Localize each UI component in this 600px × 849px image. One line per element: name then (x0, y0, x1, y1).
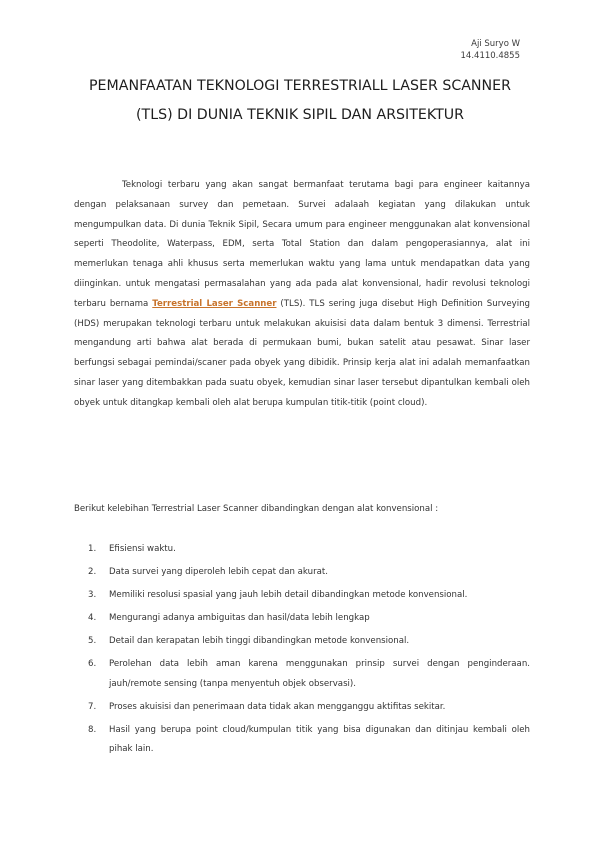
list-text: Perolehan data lebih aman karena menggunakan prinsip survei dengan penginderaan. jauh/remote sensing (tanpa menyentuh objek observasi). (109, 658, 530, 689)
list-item (88, 698, 530, 718)
list-item (88, 540, 530, 560)
list-text: Detail dan kerapatan lebih tinggi dibandingkan metode konvensional. (109, 635, 410, 646)
list-item (88, 586, 530, 606)
list-text: Efisiensi waktu. (109, 544, 176, 554)
list-number: 3. (88, 589, 97, 600)
author-name: Aji Suryo W (471, 39, 520, 49)
list-number: 5. (88, 635, 97, 646)
list-text: Memiliki resolusi spasial yang jauh lebih detail dibandingkan metode konvensional. (109, 589, 468, 600)
list-text: Mengurangi adanya ambiguitas dan hasil/data lebih lengkap (109, 612, 370, 623)
body-paragraph (74, 176, 530, 414)
list-item (88, 563, 530, 583)
list-intro: Berikut kelebihan Terrestrial Laser Scanner dibandingkan dengan alat konvensional : (74, 504, 439, 514)
paragraph-text-end: (TLS). TLS sering juga disebut High Definition Surveying (HDS) merupakan teknologi terbaru untuk melakukan akuisisi data dalam bentuk 3 dimensi. Terrestrial mengandung arti bahwa alat berada di permukaan bumi, bukan satelit atau pesawat. Sinar laser berfungsi sebagai pemindai/scaner pada obyek yang dibidik. Prinsip kerja alat ini adalah memanfaatkan sinar laser yang ditembakkan pada suatu obyek, kemudian sinar laser tersebut dipantulkan kembali oleh obyek untuk ditangkap kembali oleh alat berupa kumpulan titik-titik (point cloud). (74, 298, 530, 408)
list-number: 8. (88, 724, 97, 735)
list-number: 1. (88, 544, 97, 554)
list-number: 6. (88, 658, 97, 669)
title-line-2: (TLS) DI DUNIA TEKNIK SIPIL DAN ARSITEKTUR (136, 107, 464, 123)
list-text: Data survei yang diperoleh lebih cepat dan akurat. (109, 566, 328, 577)
list-number: 2. (88, 566, 97, 577)
list-item (88, 609, 530, 629)
list-item (88, 721, 530, 761)
title-line-1: PEMANFAATAN TEKNOLOGI TERRESTRIALL LASER SCANNER (89, 78, 511, 94)
list-text: Proses akuisisi dan penerimaan data tidak akan mengganggu aktifitas sekitar. (109, 701, 446, 712)
author-block (461, 38, 520, 62)
list-text: Hasil yang berupa point cloud/kumpulan titik yang bisa digunakan dan ditinjau kembali oleh pihak lain. (109, 724, 530, 755)
student-id: 14.4110.4855 (460, 51, 520, 61)
list-item (88, 655, 530, 695)
document-title (40, 72, 560, 130)
list-number: 4. (88, 612, 97, 623)
tls-link[interactable]: Terrestrial Laser Scanner (152, 298, 277, 309)
list-number: 7. (88, 701, 97, 712)
advantages-list (88, 540, 530, 763)
list-item (88, 632, 530, 652)
paragraph-text-start: Teknologi terbaru yang akan sangat bermanfaat terutama bagi para engineer kaitannya dengan pelaksanaan survey dan pemetaan. Survei adalaah kegiatan yang dilakukan untuk mengumpulkan data. Di dunia Teknik Sipil, Secara umum para engineer menggunakan alat konvensional seperti Theodolite, Waterpass, EDM, serta Total Station dan dalam pengoperasiannya, alat ini memerlukan tenaga ahli khusus serta memerlukan waktu yang lama untuk mendapatkan data yang diinginkan. untuk mengatasi permasalahan yang ada pada alat konvensional, hadir revolusi teknologi terbaru bernama (74, 180, 530, 309)
